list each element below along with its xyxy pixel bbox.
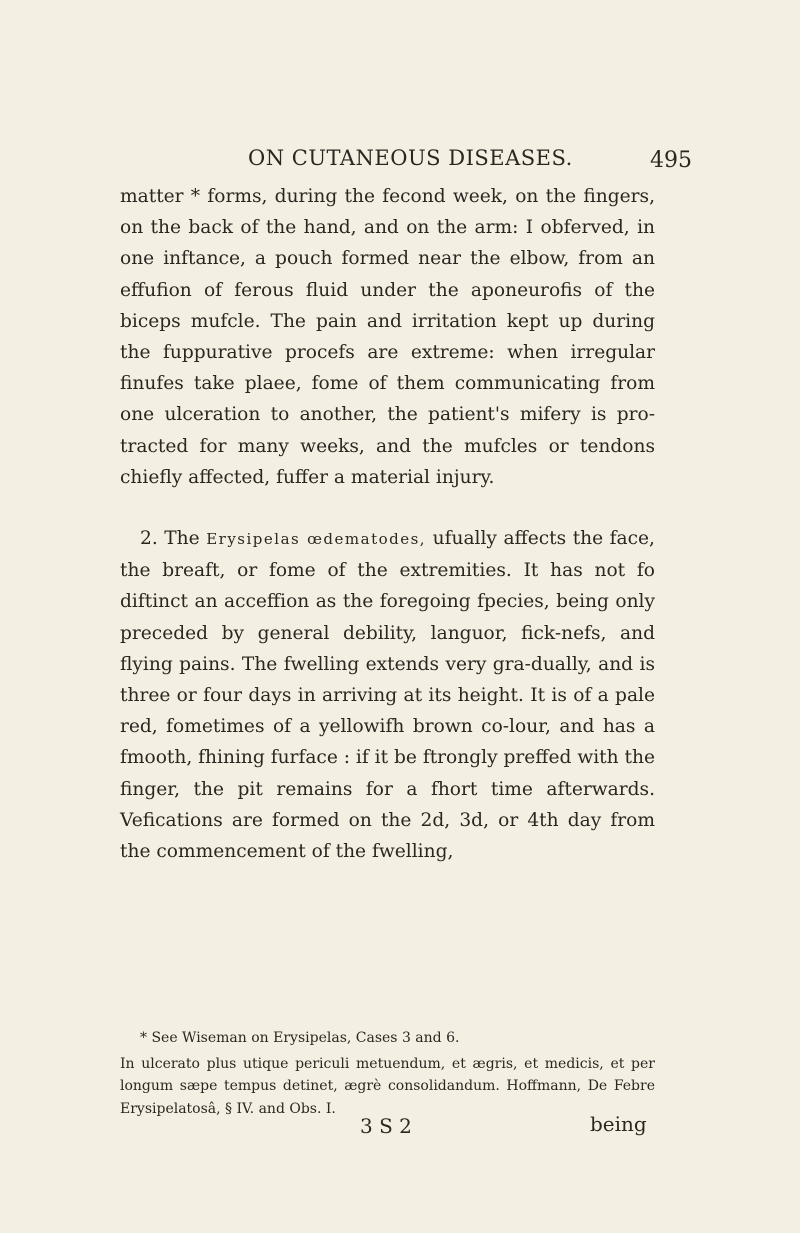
main-text — [120, 181, 655, 867]
page-number: 495 — [650, 148, 692, 173]
paragraph-2 — [120, 523, 655, 867]
paragraph-2-lead: The — [164, 528, 200, 550]
section-number: 2. — [140, 528, 158, 550]
page-header — [248, 146, 692, 182]
paragraph-1: matter * forms, during the fecond week, on the fingers, on the back of the hand, and on the arm: I obferved, in one inftance, a pouch formed near the elbow, from an effufion of ferous fluid under the aponeurofis of the biceps mufcle. The pain and irritation kept up during the fuppurative procefs are extreme: when irregular finufes take plaee, fome of them communicating from one ulceration to another, the patient's mifery is pro-tracted for many weeks, and the mufcles or tendons chiefly affected, fuffer a material injury. — [120, 186, 655, 488]
footnote-quote: In ulcerato plus utique periculi metuendum, et ægris, et medicis, et per longum sæpe tempus detinet, ægrè consolidandum. Hoffmann, De Febre Erysipelatosâ, § IV. and Obs. I. — [120, 1055, 655, 1117]
running-head: ON CUTANEOUS DISEASES. — [248, 146, 573, 170]
catchword: being — [590, 1112, 647, 1136]
footnote — [120, 1027, 655, 1120]
signature-mark: 3 S 2 — [360, 1114, 412, 1138]
paragraph-2-text: ufually affects the face, the breaft, or fome of the extremities. It has not fo diftinct an acceffion as the foregoing fpecies, being only preceded by general debility, languor, fick-nefs, and flying pains. The fwelling extends very gra-dually, and is three or four days in arriving at its height. It is of a pale red, fometimes of a yellowifh brown co-lour, and has a fmooth, fhining furface : if it be ftrongly preffed with the finger, the pit remains for a fhort time afterwards. Vefications are formed on the 2d, 3d, or 4th day from the commencement of the fwelling, — [120, 528, 655, 863]
footnote-reference: * See Wiseman on Erysipelas, Cases 3 and 6. — [140, 1030, 460, 1046]
disease-term: Erysipelas œdematodes, — [206, 530, 427, 549]
